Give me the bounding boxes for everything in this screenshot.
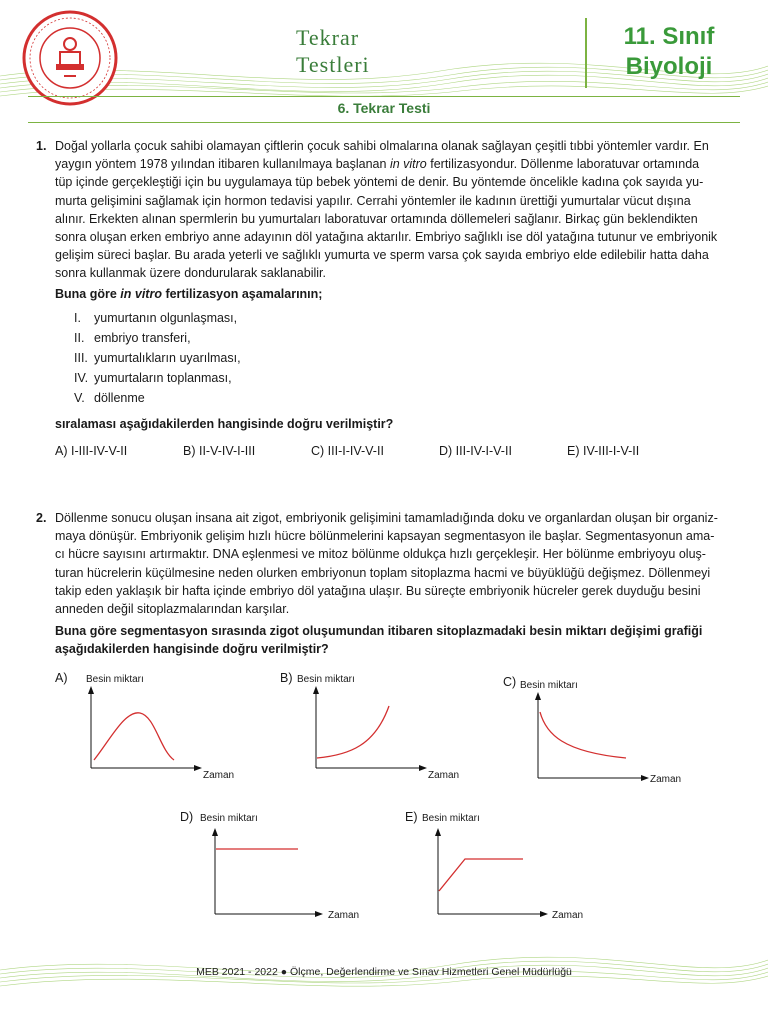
footer-text: MEB 2021 - 2022 ● Ölçme, Değerlendirme ve Sınav Hizmetleri Genel Müdürlüğü [196,966,572,978]
item-numeral: V. [74,391,85,405]
q2-line: takip eden yaklaşık bir hafta içinde embriyo döl yatağına ulaşır. Bu süreçte embriyonik hücreler gerek duyduğu besini [55,583,701,598]
question-2-passage [55,509,740,618]
ministry-seal-logo [20,8,120,108]
answer-option-e[interactable]: E) IV-III-I-V-II [567,444,640,458]
item-text: döllenme [94,391,145,405]
item-text: yumurtaların toplanması, [94,371,232,385]
answer-option-d[interactable]: D) III-IV-I-V-II [439,444,512,458]
graph-c-letter[interactable]: C) [503,675,517,689]
y-axis-arrow [435,828,441,836]
graph-b-letter[interactable]: B) [280,671,293,685]
item-numeral: II. [74,331,85,345]
q2-stem-line: Buna göre segmentasyon sırasında zigot oluşumundan itibaren sitoplazmadaki besin miktarı değişimi grafiği [55,624,703,638]
y-axis-arrow [88,686,94,694]
data-curve [317,706,389,758]
answer-option-b[interactable]: B) II-V-IV-I-III [183,444,256,458]
subject-label: Biyoloji [625,53,713,80]
graph-option-d[interactable] [195,808,375,923]
q1-line: alınır. Erkekten alınan spermlerin bu yumurtaları laboratuvar ortamında döllemeleri sağlanır. Birkaç gün beklendikten [55,211,698,226]
item-numeral: IV. [74,371,89,385]
data-curve [540,712,626,758]
question-1-passage [55,137,740,283]
q2-line: cı hücre sayısını artırmaktır. DNA eşlenmesi ve mitoz bölünme oldukça hızlı gerçekleşir. Her bölünme embriyoyu oluş- [55,547,706,562]
list-item [74,311,237,325]
item-text: embriyo transferi, [94,331,191,345]
title-divider [585,18,587,88]
graph-e-letter[interactable]: E) [405,810,418,824]
q2-line: turan hücrelerin küçülmesine neden olurken embriyonun toplam sitoplazma hacmi ve büyüklüğü değişmez. Döllenmeyi [55,565,711,580]
question-1-question: sıralaması aşağıdakilerden hangisinde doğru verilmiştir? [55,417,394,431]
answer-option-c[interactable]: C) III-I-IV-V-II [311,444,384,458]
y-axis-label: Besin miktarı [86,674,144,685]
series-title [296,24,370,78]
question-2-number: 2. [36,511,47,525]
q1-line: murta gelişimini sağlamak için hormon tedavisi yapılır. Cerrahi yöntemler ile kadının ürettiği yumurtalar vücut dışına [55,193,691,208]
y-axis-label: Besin miktarı [200,813,258,824]
item-numeral: I. [74,311,81,325]
graph-d-letter[interactable]: D) [180,810,194,824]
x-axis-label: Zaman [328,910,360,921]
y-axis-arrow [313,686,319,694]
y-axis-arrow [535,692,541,700]
x-axis-arrow [540,911,548,917]
list-item [74,391,145,405]
q1-line: Doğal yollarla çocuk sahibi olamayan çiftlerin çocuk sahibi olmalarına olanak sağlayan çeşitli tıbbi yöntemler vardır. En [55,139,709,153]
grade-label: 11. Sınıf [623,23,715,50]
stem-italic: in vitro [120,287,162,301]
list-item [74,351,241,365]
question-1-stem [55,285,740,303]
data-curve [94,713,174,760]
x-axis-arrow [194,765,202,771]
x-axis-label: Zaman [552,910,584,921]
graph-option-c[interactable] [518,674,698,789]
x-axis-label: Zaman [428,770,460,781]
q1-line: sonra kullanmak üzere dondurularak saklanabilir. [55,266,326,281]
x-axis-arrow [315,911,323,917]
series-title-line2: Testleri [296,52,370,77]
question-2-stem [55,622,740,658]
grade-subject-box [594,22,744,82]
y-axis-label: Besin miktarı [297,674,355,685]
y-axis-arrow [212,828,218,836]
graph-option-e[interactable] [420,808,600,923]
answer-option-a[interactable]: A) I-III-IV-V-II [55,444,128,458]
q2-line: maya dönüşür. Embriyonik gelişim hızlı hücre bölünmelerini kapsayan segmentasyon ile başlar. Segmentasyonun ama- [55,529,715,544]
item-text: yumurtalıkların uyarılması, [94,351,241,365]
x-axis-arrow [419,765,427,771]
x-axis-label: Zaman [203,770,235,781]
series-title-line1: Tekrar [296,25,360,50]
graph-option-b[interactable] [295,670,475,785]
question-1-number: 1. [36,139,47,153]
q2-line: anneden değil sitoplazmalarından karşılar. [55,602,290,617]
y-axis-label: Besin miktarı [520,680,578,691]
q2-line: Döllenme sonucu oluşan insana ait zigot, embriyonik gelişimini tamamladığında doku ve organlardan oluşan bir organiz- [55,511,718,525]
list-item [74,331,191,345]
graph-option-a[interactable] [70,670,250,785]
x-axis-arrow [641,775,649,781]
item-numeral: III. [74,351,88,365]
q1-line: tüp içinde gerçekleştiği için bu uygulamaya tüp bebek yöntemi de denir. Bu yöntemde öncelikle kadına çok sayıda yu- [55,175,704,190]
list-item [74,371,232,385]
q2-stem-line: aşağıdakilerden hangisinde doğru verilmiştir? [55,642,329,656]
stem-suffix: fertilizasyon aşamalarının; [161,287,323,301]
item-text: yumurtanın olgunlaşması, [94,311,238,325]
y-axis-label: Besin miktarı [422,813,480,824]
test-title: 6. Tekrar Testi [337,100,431,116]
data-curve [439,859,523,891]
q1-line: gelişim süreci başlar. Bu arada yeterli ve sağlıklı yumurta ve sperm varsa çok sayıda embriyo elde edilebilir hatta daha [55,248,709,263]
title-rule-bottom [28,122,740,123]
q1-line: yaygın yöntem 1978 yılından itibaren kullanılmaya başlanan in vitro fertilizasyondur. Döllenme laboratuvar ortamında [55,157,700,172]
graph-a-letter[interactable]: A) [55,671,68,685]
x-axis-label: Zaman [650,774,682,785]
title-rule-top [28,96,740,97]
stem-prefix: Buna göre [55,287,121,301]
q1-line: sonra oluşan erken embriyo anne adayının döl yatağına aktarılır. Embriyo sağlıklı ise döl yatağına tutunur ve embriyonik [55,230,718,245]
